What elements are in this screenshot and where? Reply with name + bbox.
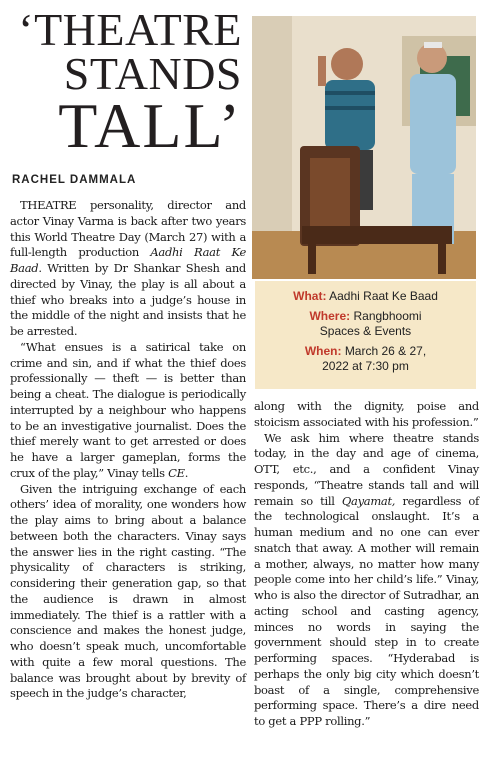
where-value-2: Spaces & Events <box>319 324 412 338</box>
where-value-1: Rangbhoomi <box>353 309 422 323</box>
p1-text-b: . Written by Dr Shankar Shesh and directed by Vinay, the play is all about a thief who breaks into a judge’s house in the middle of the night and insists that he be arrested. <box>10 261 246 338</box>
what-label: What: <box>293 289 327 303</box>
headline <box>10 4 242 161</box>
p5-text-b: regardless of the technological onslaught. It’s a human medium and no one can ever snatch that away. A mother will remain a mother, always, no matter how many people come into her child’s life.” Vinay, who is also the director of Sutradhar, an acting school and casting agency, minces no words in saying the government should step in to create performing spaces. “Hyderabad is perhaps the only big city which doesn’t boast of a single, comprehensive performing space. There’s a dire need to get a PPP rolling.” <box>254 493 479 728</box>
when-value-1: March 26 & 27, <box>344 344 427 358</box>
publication-name: CE <box>168 465 185 480</box>
event-infobox <box>255 281 476 389</box>
qayamat-word: Qayamat, <box>341 493 396 508</box>
play-title: Aadhi Raat Ke Baad <box>10 245 246 275</box>
byline: RACHEL DAMMALA <box>12 174 137 186</box>
paragraph-5 <box>254 431 479 730</box>
when-value-2: 2022 at 7:30 pm <box>322 359 409 373</box>
photo-illustration <box>252 16 476 279</box>
paragraph-1 <box>10 198 246 340</box>
what-value: Aadhi Raat Ke Baad <box>329 289 438 303</box>
p1-text-a: THEATRE personality, director and actor Vinay Varma is back after two years this World Theatre Day (March 27) with a full-length production <box>10 198 246 260</box>
p2-text-b: . <box>184 465 189 480</box>
headline-line-2: STANDS <box>63 48 242 99</box>
article-column-1 <box>10 198 246 702</box>
article-column-2 <box>254 399 479 730</box>
info-where <box>255 309 476 339</box>
info-when <box>255 344 476 374</box>
headline-line-3: TALL’ <box>58 90 242 161</box>
paragraph-4: along with the dignity, poise and stoicism associated with his profession.” <box>254 399 479 429</box>
play-photo <box>252 16 476 279</box>
info-what <box>255 289 476 304</box>
where-label: Where: <box>309 309 351 323</box>
headline-line-1: ‘THEATRE <box>18 4 242 55</box>
when-label: When: <box>304 344 342 358</box>
p5-text-a: We ask him where theatre stands today, in the day and age of cinema, OTT, etc., and a confident Vinay responds, “Theatre stands tall and will remain so till <box>254 430 479 508</box>
paragraph-3: Given the intriguing exchange of each others’ idea of morality, one wonders how the play aims to bring about a balance between both the characters. Vinay says the answer lies in the right casting. “The physicality of characters is striking, considering their generation gap, so that the audience is drawn in almost immediately. The thief is a rattler with a conscience and makes the honest judge, who doesn’t speak much, uncomfortable with quite a few moral questions. The balance was brought about by brevity of speech in the judge’s character, <box>10 481 246 701</box>
paragraph-2 <box>10 340 246 482</box>
p2-text-a: “What ensues is a satirical take on crime and sin, and if what the thief does professionally — theft — is better than being a cheat. The dialogue is periodically interrupted by a neighbour who happens to be an investigative journalist. Does the thief merely want to get arrested or does he have a larger gameplan, forms the crux of the play,” Vinay tells <box>10 339 246 480</box>
